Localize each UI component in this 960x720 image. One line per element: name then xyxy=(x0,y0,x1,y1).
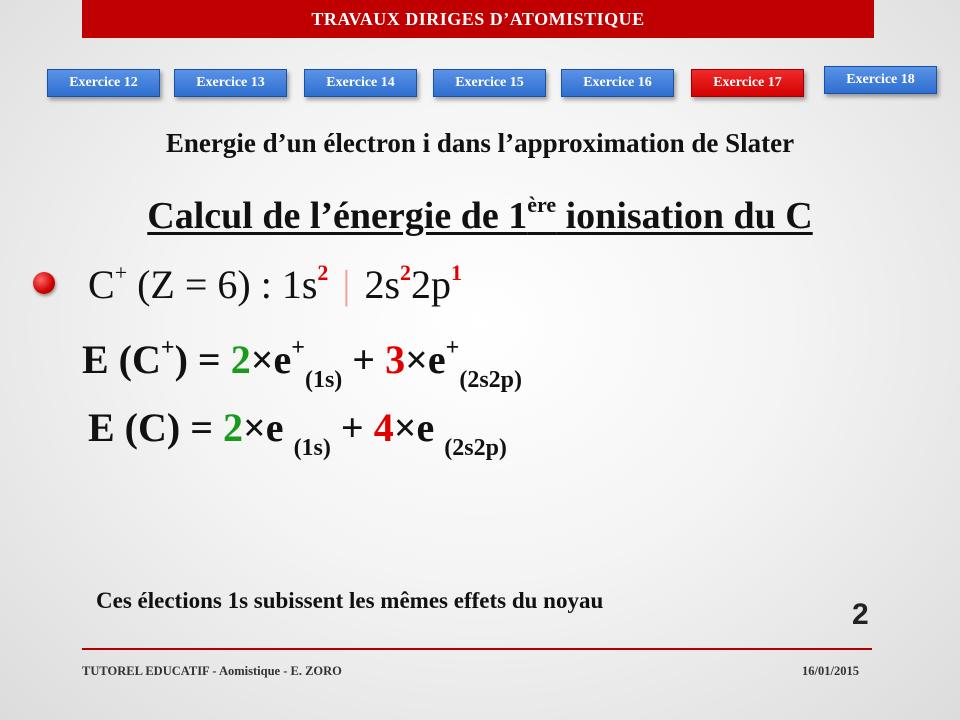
header-title: TRAVAUX DIRIGES D’ATOMISTIQUE xyxy=(311,8,645,29)
nav-exercice-18[interactable]: Exercice 18 xyxy=(824,66,937,94)
eq2-e-1s: e xyxy=(265,405,284,450)
eq1-e-2s2p: e xyxy=(427,337,446,382)
nav-exercice-16[interactable]: Exercice 16 xyxy=(561,69,674,97)
eq2-e-2s2p: e xyxy=(416,405,435,450)
equation-cation xyxy=(82,335,522,394)
heading-superscript: ère xyxy=(527,192,557,217)
config-2s: 2s xyxy=(364,262,401,307)
page-number: 2 xyxy=(852,598,869,631)
nav-exercice-17[interactable]: Exercice 17 xyxy=(691,69,804,97)
config-exponent-2p: 1 xyxy=(451,260,463,285)
eq1-coef-2s2p: 3 xyxy=(385,337,406,382)
eq2-sub-2s2p: (2s2p) xyxy=(444,435,507,461)
eq2-sub-1s: (1s) xyxy=(293,435,331,461)
eq1-sub-2s2p: (2s2p) xyxy=(459,367,522,393)
eq1-coef-1s: 2 xyxy=(230,337,251,382)
eq1-e-2s2p-charge: + xyxy=(445,335,460,361)
config-2p: 2p xyxy=(411,262,452,307)
nav-exercice-15[interactable]: Exercice 15 xyxy=(433,69,546,97)
eq1-sub-1s: (1s) xyxy=(304,367,343,393)
bullet-icon xyxy=(33,272,55,294)
eq2-coef-2s2p: 4 xyxy=(373,405,394,450)
eq1-times-2: × xyxy=(405,337,428,382)
config-exponent-1s: 2 xyxy=(317,260,329,285)
nav-exercice-13[interactable]: Exercice 13 xyxy=(174,69,287,97)
slide-heading xyxy=(0,192,960,238)
heading-text: Calcul de l’énergie de 1 xyxy=(147,195,528,237)
config-z: (Z = 6) : 1s xyxy=(127,262,318,307)
electron-configuration xyxy=(88,260,462,308)
footer-author: TUTOREL EDUCATIF - Aomistique - E. ZORO xyxy=(82,664,342,678)
eq2-times-2: × xyxy=(393,405,417,450)
eq2-times-1: × xyxy=(243,405,266,450)
eq1-plus: + xyxy=(342,337,386,382)
slide-note: Ces élections 1s subissent les mêmes effets du noyau xyxy=(96,588,604,613)
heading-text-end: ionisation du C xyxy=(556,195,813,237)
nav-exercice-12[interactable]: Exercice 12 xyxy=(47,69,160,97)
eq2-lhs: E (C) = xyxy=(88,405,223,450)
eq2-coef-1s: 2 xyxy=(223,405,243,450)
config-exponent-2s: 2 xyxy=(400,260,412,285)
config-charge: + xyxy=(114,260,128,285)
footer-date: 16/01/2015 xyxy=(802,664,859,678)
eq2-plus: + xyxy=(330,405,374,450)
eq1-e-1s: e xyxy=(273,337,292,382)
eq1-lhs: E (C xyxy=(82,337,161,382)
footer-divider xyxy=(82,648,872,650)
eq1-lhs-end: ) = xyxy=(174,337,231,382)
config-ion: C xyxy=(88,262,115,307)
nav-exercice-14[interactable]: Exercice 14 xyxy=(304,69,417,97)
equation-neutral xyxy=(88,404,507,462)
eq1-times-1: × xyxy=(250,337,274,382)
header-banner xyxy=(82,0,874,38)
config-separator: | xyxy=(342,262,351,307)
slide-subtitle: Energie d’un électron i dans l’approximation de Slater xyxy=(165,128,795,158)
eq1-lhs-charge: + xyxy=(160,335,175,361)
eq1-e-1s-charge: + xyxy=(291,335,305,361)
